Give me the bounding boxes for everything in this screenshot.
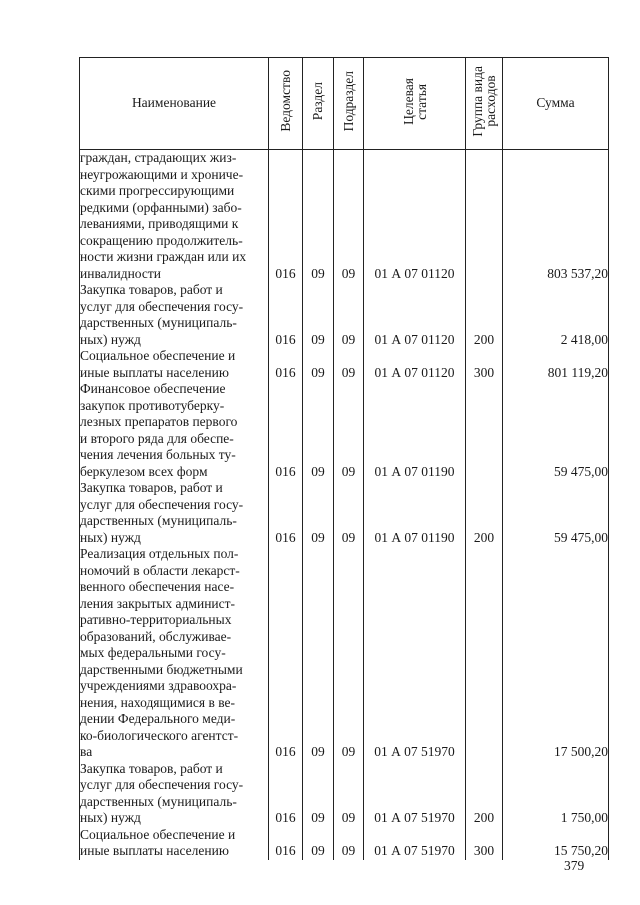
header-expense <box>466 58 503 150</box>
row-name-line: ных) нужд <box>80 810 141 825</box>
row-name-line: неугрожающими и хрониче- <box>80 166 244 182</box>
row-name-line: инвалидности <box>80 265 162 281</box>
row-name-line: Реализация отдельных пол- <box>80 546 239 561</box>
row-name-line: учреждениями здравоохра- <box>80 678 237 693</box>
row-dept: 016 <box>269 827 303 860</box>
row-dept: 016 <box>269 150 303 283</box>
row-dept: 016 <box>269 480 303 546</box>
table-row <box>80 348 609 381</box>
row-name-line: Закупка товаров, работ и <box>80 760 223 776</box>
budget-table <box>79 57 609 860</box>
row-name-line: ва <box>80 744 93 759</box>
row-dept: 016 <box>269 761 303 827</box>
table-header-row <box>80 58 609 150</box>
row-expense <box>466 546 503 761</box>
row-name <box>80 150 269 283</box>
row-name-line: лезных препаратов первого <box>80 414 238 429</box>
row-name-line: дении Федерального меди- <box>80 711 236 726</box>
row-name-line: ных) нужд <box>80 331 141 347</box>
row-name <box>80 282 269 348</box>
row-section: 09 <box>303 546 334 761</box>
row-name-line: номочий в области лекарст- <box>80 562 240 578</box>
header-target-line2: статья <box>413 83 429 120</box>
header-subsection <box>334 58 364 150</box>
header-dept <box>269 58 303 150</box>
row-subsection: 09 <box>334 546 364 761</box>
table-body <box>80 150 609 860</box>
row-dept: 016 <box>269 381 303 480</box>
row-name-line: беркулезом всех форм <box>80 463 208 479</box>
row-expense <box>466 150 503 283</box>
header-sum: Сумма <box>503 58 609 150</box>
row-name-line: услуг для обеспечения госу- <box>80 777 244 792</box>
row-subsection: 09 <box>334 282 364 348</box>
table-row <box>80 480 609 546</box>
row-name-line: Социальное обеспечение и <box>80 826 236 842</box>
row-dept: 016 <box>269 282 303 348</box>
row-name-line: граждан, страдающих жиз- <box>80 150 237 165</box>
row-name-line: редкими (орфанными) забо- <box>80 199 242 215</box>
row-sum: 801 119,20 <box>503 348 609 381</box>
row-name <box>80 480 269 546</box>
header-subsection-label: Подраздел <box>340 71 356 132</box>
row-sum: 15 750,20 <box>503 827 609 860</box>
row-name <box>80 546 269 761</box>
row-name-line: Закупка товаров, работ и <box>80 480 223 495</box>
row-subsection: 09 <box>334 348 364 381</box>
header-expense-line1: Группа вида <box>470 65 485 137</box>
table-row <box>80 546 609 761</box>
row-sum: 59 475,00 <box>503 381 609 480</box>
row-sum: 1 750,00 <box>503 761 609 827</box>
row-target: 01 А 07 01120 <box>364 348 466 381</box>
row-name-line: ных) нужд <box>80 529 141 545</box>
table-row <box>80 761 609 827</box>
row-section: 09 <box>303 348 334 381</box>
row-target: 01 А 07 01120 <box>364 282 466 348</box>
row-sum: 17 500,20 <box>503 546 609 761</box>
row-subsection: 09 <box>334 150 364 283</box>
header-target-line1: Целевая <box>400 77 416 125</box>
row-name <box>80 348 269 381</box>
table-row <box>80 827 609 860</box>
row-name-line: чения лечения больных ту- <box>80 447 236 462</box>
row-name <box>80 827 269 860</box>
row-section: 09 <box>303 761 334 827</box>
budget-table-container <box>79 57 608 860</box>
row-name-line: Закупка товаров, работ и <box>80 282 223 297</box>
row-target: 01 А 07 51970 <box>364 827 466 860</box>
header-name: Наименование <box>80 58 269 150</box>
row-dept: 016 <box>269 546 303 761</box>
row-name-line: услуг для обеспечения госу- <box>80 298 244 314</box>
table-row <box>80 282 609 348</box>
row-expense: 300 <box>466 348 503 381</box>
row-section: 09 <box>303 282 334 348</box>
row-name-line: дарственных (муниципаль- <box>80 793 237 809</box>
header-target <box>364 58 466 150</box>
header-section <box>303 58 334 150</box>
page-number: 379 <box>564 858 585 873</box>
row-name-line: иные выплаты населению <box>80 364 229 380</box>
row-name-line: и второго ряда для обеспе- <box>80 430 234 446</box>
row-subsection: 09 <box>334 480 364 546</box>
header-dept-label: Ведомство <box>277 70 293 133</box>
row-name-line: Финансовое обеспечение <box>80 381 226 396</box>
row-expense: 200 <box>466 761 503 827</box>
row-name-line: ративно-территориальных <box>80 612 232 627</box>
row-name-line: Социальное обеспечение и <box>80 348 236 363</box>
row-name-line: закупок противотуберку- <box>80 397 225 413</box>
row-sum: 2 418,00 <box>503 282 609 348</box>
row-name-line: дарственными бюджетными <box>80 661 243 677</box>
table-row <box>80 381 609 480</box>
row-target: 01 А 07 51970 <box>364 546 466 761</box>
row-name-line: услуг для обеспечения госу- <box>80 496 244 512</box>
row-name-line: иные выплаты населению <box>80 843 229 858</box>
row-expense <box>466 381 503 480</box>
row-target: 01 А 07 01190 <box>364 480 466 546</box>
row-section: 09 <box>303 827 334 860</box>
row-name-line: образований, обслуживае- <box>80 628 232 644</box>
header-expense-label <box>471 66 497 137</box>
row-section: 09 <box>303 381 334 480</box>
row-dept: 016 <box>269 348 303 381</box>
header-target-label <box>402 78 428 125</box>
table-row <box>80 150 609 283</box>
row-name-line: ности жизни граждан или их <box>80 249 247 264</box>
row-expense: 300 <box>466 827 503 860</box>
row-name-line: дарственных (муниципаль- <box>80 513 237 528</box>
header-expense-line2: расходов <box>483 75 498 127</box>
row-target: 01 А 07 01190 <box>364 381 466 480</box>
row-name-line: дарственных (муниципаль- <box>80 315 237 330</box>
row-subsection: 09 <box>334 381 364 480</box>
row-name <box>80 381 269 480</box>
row-target: 01 А 07 01120 <box>364 150 466 283</box>
row-subsection: 09 <box>334 761 364 827</box>
row-name-line: нения, находящимися в ве- <box>80 694 236 710</box>
row-expense: 200 <box>466 282 503 348</box>
row-expense: 200 <box>466 480 503 546</box>
row-section: 09 <box>303 480 334 546</box>
row-name-line: леваниями, приводящими к <box>80 216 239 231</box>
row-name-line: ко-биологического агентст- <box>80 727 239 743</box>
row-subsection: 09 <box>334 827 364 860</box>
row-target: 01 А 07 51970 <box>364 761 466 827</box>
row-name-line: мых федеральными госу- <box>80 645 226 660</box>
row-section: 09 <box>303 150 334 283</box>
row-name-line: ления закрытых админист- <box>80 595 236 611</box>
row-sum: 59 475,00 <box>503 480 609 546</box>
row-name-line: венного обеспечения насе- <box>80 579 235 594</box>
row-name <box>80 761 269 827</box>
row-name-line: сокращению продолжитель- <box>80 232 243 248</box>
row-sum: 803 537,20 <box>503 150 609 283</box>
header-section-label: Раздел <box>310 82 325 121</box>
row-name-line: скими прогрессирующими <box>80 183 235 198</box>
